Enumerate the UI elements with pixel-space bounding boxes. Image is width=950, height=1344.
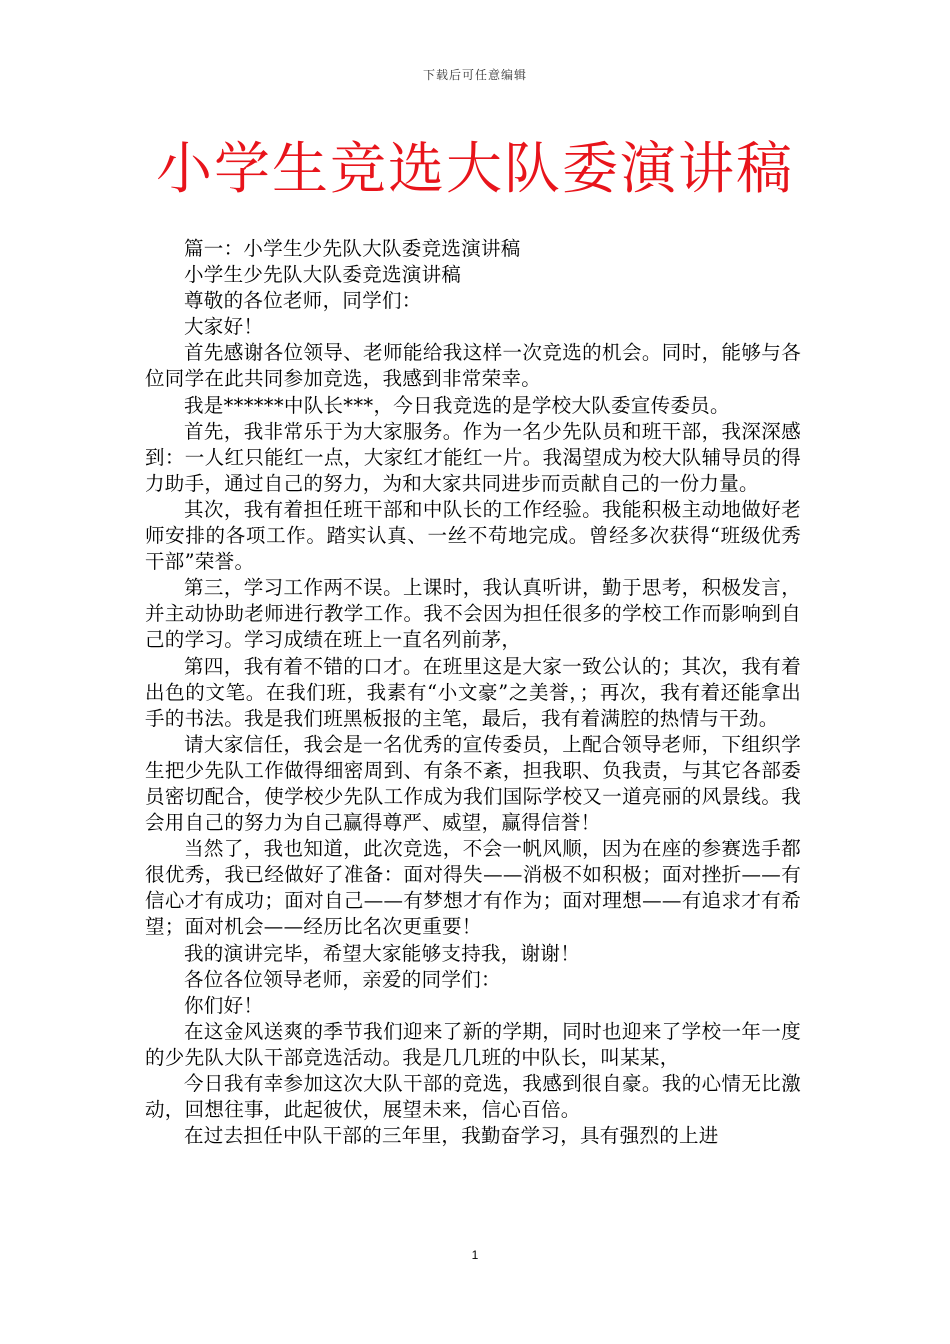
page-number: 1 [471, 1248, 479, 1262]
paragraph: 第三，学习工作两不误。上课时，我认真听讲，勤于思考，积极发言，并主动协助老师进行教学工作。我不会因为担任很多的学校工作而影响到自己的学习。学习成绩在班上一直名列前茅， [145, 576, 801, 652]
paragraph: 首先，我非常乐于为大家服务。作为一名少先队员和班干部，我深深感到：一人红只能红一点，大家红才能红一片。我渴望成为校大队辅导员的得力助手，通过自己的努力，为和大家共同进步而贡献自己的一份力量。 [145, 419, 801, 495]
document-title: 小学生竞选大队委演讲稿 [156, 137, 794, 202]
paragraph: 今日我有幸参加这次大队干部的竞选，我感到很自豪。我的心情无比激动，回想往事，此起彼伏，展望未来，信心百倍。 [145, 1072, 801, 1122]
paragraph: 小学生少先队大队委竞选演讲稿 [184, 263, 462, 287]
paragraph: 首先感谢各位领导、老师能给我这样一次竞选的机会。同时，能够与各位同学在此共同参加竞选，我感到非常荣幸。 [145, 341, 801, 391]
paragraph: 我的演讲完毕，希望大家能够支持我，谢谢！ [184, 941, 581, 965]
paragraph: 我是******中队长***，今日我竞选的是学校大队委宣传委员。 [184, 393, 730, 417]
document-body [145, 236, 801, 1149]
paragraph: 你们好！ [184, 993, 264, 1017]
paragraph: 在过去担任中队干部的三年里，我勤奋学习，具有强烈的上进 [184, 1124, 719, 1148]
paragraph: 当然了，我也知道，此次竞选，不会一帆风顺，因为在座的参赛选手都很优秀，我已经做好了准备：面对得失——消极不如积极；面对挫折——有信心才有成功；面对自己——有梦想才有作为；面对理想——有追求才有希望；面对机会——经历比名次更重要！ [145, 837, 801, 939]
paragraph: 大家好！ [184, 315, 264, 339]
paragraph: 在这金风送爽的季节我们迎来了新的学期，同时也迎来了学校一年一度的少先队大队干部竞选活动。我是几几班的中队长，叫某某， [145, 1019, 801, 1069]
paragraph: 第四，我有着不错的口才。在班里这是大家一致公认的；其次，我有着出色的文笔。在我们班，我素有“小文豪”之美誉，；再次，我有着还能拿出手的书法。我是我们班黑板报的主笔，最后，我有着满腔的热情与干劲。 [145, 654, 801, 730]
paragraph: 请大家信任，我会是一名优秀的宣传委员，上配合领导老师，下组织学生把少先队工作做得细密周到、有条不紊，担我职、负我责，与其它各部委员密切配合，使学校少先队工作成为我们国际学校又一道亮丽的风景线。我会用自己的努力为自己赢得尊严、威望，赢得信誉！ [145, 732, 801, 835]
paragraph: 其次，我有着担任班干部和中队长的工作经验。我能积极主动地做好老师安排的各项工作。踏实认真、一丝不苟地完成。曾经多次获得“班级优秀干部”荣誉。 [145, 497, 801, 574]
paragraph: 各位各位领导老师，亲爱的同学们： [184, 967, 501, 991]
paragraph: 尊敬的各位老师，同学们： [184, 289, 422, 313]
paragraph: 篇一：小学生少先队大队委竞选演讲稿 [184, 237, 521, 260]
page-header-note: 下载后可任意编辑 [422, 68, 527, 82]
